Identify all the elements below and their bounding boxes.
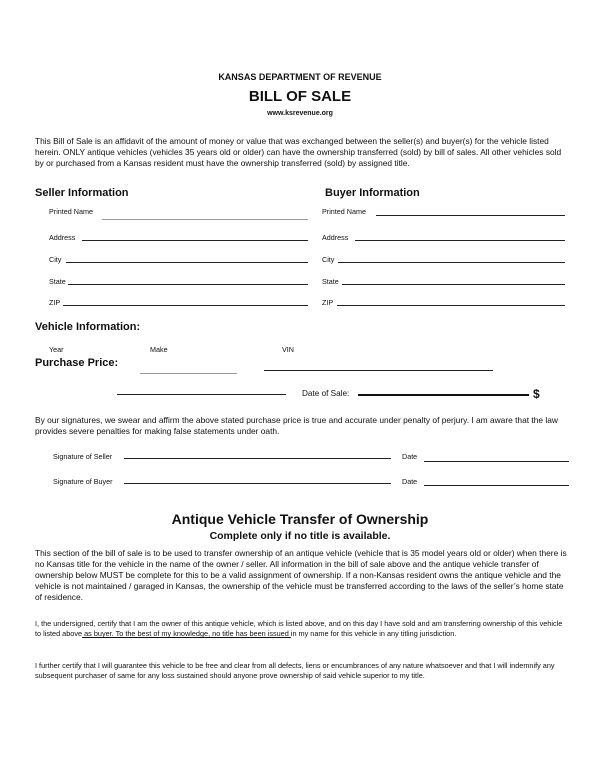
signature-buyer-field[interactable] [124,483,391,484]
certification-text-start: I, the undersigned, certify that I am the owner of this antique vehicle, which is listed above, and on this day I have sold and am transferring ownership of this vehicle to listed above [35,619,563,639]
date-seller-label: Date [402,452,418,461]
buyer-heading: Buyer Information [325,187,420,199]
buyer-city-label: City [322,255,335,264]
seller-address-field[interactable] [82,240,308,241]
antique-paragraph-2 [35,619,567,640]
buyer-zip-label: ZIP [322,298,334,307]
buyer-address-field[interactable] [355,240,565,241]
make-label: Make [150,345,168,354]
vehicle-heading: Vehicle Information: [35,321,141,333]
seller-heading: Seller Information [35,187,129,199]
page-title: BILL OF SALE [248,88,352,105]
seller-printed-name-label: Printed Name [49,207,93,216]
seller-zip-label: ZIP [49,298,61,307]
certification-text-end: in my name for this vehicle in any titling jurisdiction. [290,629,457,639]
seller-city-field[interactable] [66,262,308,263]
buyer-printed-name-label: Printed Name [322,207,366,216]
antique-paragraph-3: I further certify that I will guarantee this vehicle to be free and clear from all defects, liens or encumbrances of any nature whatsoever and that I will indemnify any subsequent purchaser of same for any loss sustained should anyone prove ownership of said vehicle superior to my title. [35,661,555,681]
purchase-price-label: Purchase Price: [35,357,119,369]
vin-field[interactable] [264,370,493,371]
signature-seller-field[interactable] [124,458,391,459]
vin-label: VIN [282,345,294,354]
buyer-state-label: State [322,277,339,286]
seller-state-field[interactable] [68,284,308,285]
date-seller-field[interactable] [424,461,569,462]
date-of-sale-label: Date of Sale: [302,389,350,398]
department-name: KANSAS DEPARTMENT OF REVENUE [218,72,382,82]
website-link[interactable]: www.ksrevenue.org [267,110,333,117]
buyer-zip-field[interactable] [337,305,565,306]
seller-zip-field[interactable] [63,305,308,306]
buyer-printed-name-field[interactable] [376,215,565,216]
purchase-price-field[interactable] [117,394,286,395]
year-label: Year [49,345,64,354]
certification-text-underlined: as buyer. To the best of my knowledge, no title has been issued [82,629,291,639]
seller-printed-name-field[interactable] [102,219,308,220]
dollar-sign: $ [533,387,540,401]
date-buyer-label: Date [402,477,418,486]
antique-section-subtitle: Complete only if no title is available. [209,530,391,542]
seller-address-label: Address [49,233,76,242]
seller-city-label: City [49,255,62,264]
signature-buyer-label: Signature of Buyer [53,477,113,486]
date-buyer-field[interactable] [424,485,569,486]
buyer-address-label: Address [322,233,349,242]
intro-paragraph: This Bill of Sale is an affidavit of the amount of money or value that was exchanged between the seller(s) and buyer(s) for the vehicle listed herein. ONLY antique vehicles (vehicles 35 years old or older) can have the ownership transferred (sold) by bill of sales. All other vehicles sold by or purchased from a Kansas resident must have the ownership transferred (sold) by assigned title. [35,136,562,168]
seller-state-label: State [49,277,66,286]
antique-section-title: Antique Vehicle Transfer of Ownership [171,511,429,527]
affirmation-paragraph: By our signatures, we swear and affirm the above stated purchase price is true and accurate under penalty of perjury. I am aware that the law provides severe penalties for making false statements under oath. [35,415,558,436]
antique-paragraph-1: This section of the bill of sale is to be used to transfer ownership of an antique vehicle (vehicle that is 35 model years old or older) when there is no Kansas title for the vehicle in the name of the owner / seller. All information in the bill of sale above and the antique vehicle transfer of ownership below MUST be complete for this to be a valid assignment of ownership. If a non-Kansas resident owns the antique vehicle and the vehicle is not maintained / garaged in Kansas, the ownership of the vehicle must be transferred according to the laws of the seller’s home state of residence. [35,548,567,602]
make-field[interactable] [140,373,237,374]
signature-seller-label: Signature of Seller [53,452,113,461]
date-of-sale-field[interactable] [358,394,529,396]
buyer-state-field[interactable] [342,284,565,285]
buyer-city-field[interactable] [338,262,565,263]
